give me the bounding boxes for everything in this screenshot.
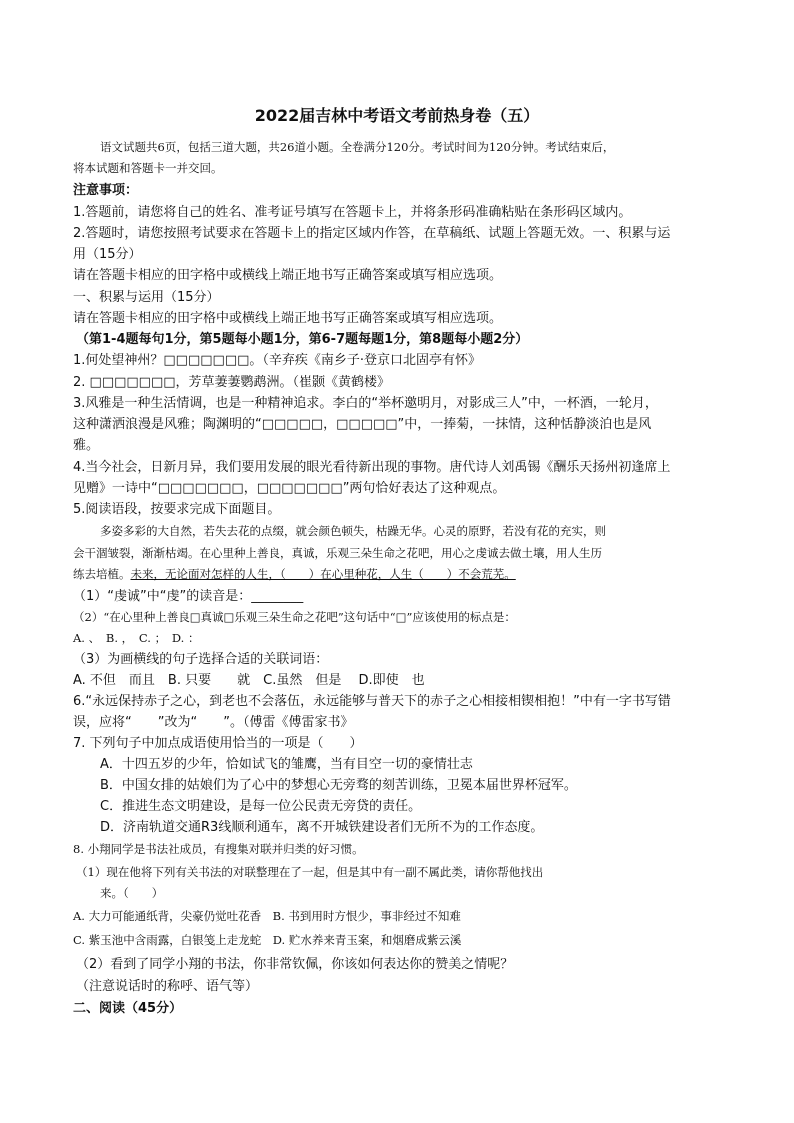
- question-6-line-2: 误，应将“ ”改为“ ”。（傅雷《傅雷家书》: [73, 715, 354, 730]
- question-2: 2. □□□□□□□，芳草萋萋鹦鹉洲。（崔颢《黄鹤楼》: [73, 375, 391, 390]
- passage-line-2: 会干涸皱裂，渐渐枯竭。在心里种上善良，真诚，乐观三朵生命之花吧，用心之虔诚去做土壤，用人生历: [73, 546, 602, 560]
- question-8-heading: 8. 小翔同学是书法社成员，有搜集对联并归类的好习惯。: [73, 842, 364, 856]
- passage-line-3: [73, 564, 723, 585]
- section-1-heading: 一、积累与运用（15分）: [73, 290, 220, 305]
- question-5-3-options: A. 不但 而且 B. 只要 就 C.虽然 但是 D.即使 也: [73, 673, 425, 688]
- question-3-line-2: 这种潇洒浪漫是风雅；陶渊明的“□□□□□，□□□□□”中，一捧菊，一抹情，这种恬静淡泊也是风: [73, 417, 652, 432]
- question-7-option-d: D．济南轨道交通R3线顺利通车，离不开城铁建设者们无所不为的工作态度。: [100, 820, 544, 835]
- notice-item-2: 2.答题时，请您按照考试要求在答题卡上的指定区域内作答，在草稿纸、试题上答题无效。一、积累与运: [73, 226, 671, 241]
- question-5-1: （1）“虔诚”中“虔”的读音是：________: [73, 589, 304, 604]
- question-6-line-1: 6.“永远保持赤子之心，到老也不会落伍，永远能够与普天下的赤子之心相接相锲相抱！”中有一字书写错: [73, 694, 671, 709]
- notice-item-2-cont: 用（15分）: [73, 247, 142, 262]
- question-8-2-note: （注意说话时的称呼、语气等）: [76, 979, 259, 994]
- intro-line-2: 将本试题和答题卡一并交回。: [73, 161, 223, 175]
- exam-title: 2022届吉林中考语文考前热身卷（五）: [254, 106, 540, 125]
- question-5-heading: 5.阅读语段，按要求完成下面题目。: [73, 502, 281, 517]
- question-1: 1.何处望神州？□□□□□□□。（辛弃疾《南乡子·登京口北固亭有怀》: [73, 353, 482, 368]
- intro-line-1: 语文试题共6页，包括三道大题，共26道小题。全卷满分120分。考试时间为120分钟。考试结束后，: [100, 140, 615, 154]
- passage-line-1: 多姿多彩的大自然，若失去花的点缀，就会颜色顿失，枯躁无华。心灵的原野，若没有花的充实，则: [100, 524, 606, 538]
- question-8-2: （2）看到了同学小翔的书法，你非常钦佩，你该如何表达你的赞美之情呢？: [76, 957, 514, 972]
- question-7-option-b: B．中国女排的姑娘们为了心中的梦想心无旁骛的刻苦训练，卫冕本届世界杯冠军。: [100, 778, 577, 793]
- section-2-heading: 二、阅读（45分）: [73, 1001, 183, 1016]
- question-8-1-option-ab: A. 大力可能通纸背，尖豪仍觉吐花香 B. 书到用时方恨少，事非经过不知难: [73, 909, 461, 923]
- notice-heading: 注意事项：: [73, 183, 139, 198]
- question-5-2: （2）“在心里种上善良□真诚□乐观三朵生命之花吧”这句话中“□”应该使用的标点是：: [73, 610, 516, 624]
- question-7-option-a: A．十四五岁的少年，恰如试飞的雏鹰，当有目空一切的豪情壮志: [100, 757, 473, 772]
- question-4-line-2: 见赠》一诗中“□□□□□□□，□□□□□□□”两句恰好表达了这种观点。: [73, 481, 506, 496]
- question-8-1-option-cd: C. 紫玉池中含雨露，白银笺上走龙蛇 D. 贮水养来青玉案，和烟磨成紫云溪: [73, 933, 462, 947]
- question-3-line-1: 3.风雅是一种生活情调，也是一种精神追求。李白的“举杯邀明月，对影成三人”中，一杯酒，一轮月，: [73, 396, 658, 411]
- question-3-line-3: 雅。: [73, 438, 100, 453]
- question-8-1-line-1: （1）现在他将下列有关书法的对联整理在了一起，但是其中有一副不属此类，请你帮他找出: [76, 865, 544, 879]
- question-5-2-options: A. 、 B. ， C. ； D. ：: [73, 631, 200, 645]
- question-8-1-line-2: 来。（ ）: [100, 886, 164, 900]
- question-7: 7. 下列句子中加点成语使用恰当的一项是（ ）: [73, 736, 363, 751]
- underlined-sentence: 未来，无论面对怎样的人生，（ ）在心里种花，人生（ ）不会荒芜。: [130, 567, 516, 581]
- passage-line-3-start: 练去培植。: [73, 567, 131, 581]
- notice-item-1: 1.答题前，请您将自己的姓名、准考证号填写在答题卡上，并将条形码准确粘贴在条形码区域内。: [73, 205, 632, 220]
- question-4-line-1: 4.当今社会，日新月异，我们要用发展的眼光看待新出现的事物。唐代诗人刘禹锡《酬乐天扬州初逢席上: [73, 460, 671, 475]
- instruction-line: 请在答题卡相应的田字格中或横线上端正地书写正确答案或填写相应选项。: [73, 268, 503, 283]
- instruction-line-2: 请在答题卡相应的田字格中或横线上端正地书写正确答案或填写相应选项。: [73, 311, 503, 326]
- question-7-option-c: C．推进生态文明建设，是每一位公民责无旁贷的责任。: [100, 799, 422, 814]
- question-5-3: （3）为画横线的句子选择合适的关联词语：: [73, 652, 329, 667]
- scoring-note: （第1-4题每句1分，第5题每小题1分，第6-7题每题1分，第8题每小题2分）: [76, 332, 529, 347]
